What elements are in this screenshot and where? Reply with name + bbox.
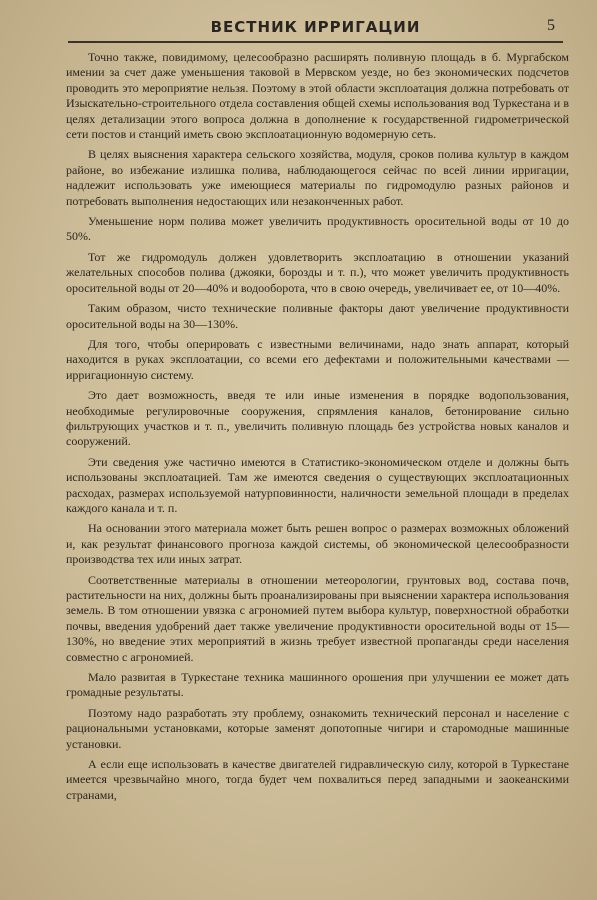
paragraph: Поэтому надо разработать эту проблему, ознакомить технический персонал и население с рациональными установками, которые заменят допотопные чигири и старомодные машинные установки.: [66, 705, 569, 751]
paragraph: На основании этого материала может быть решен вопрос о размерах возможных обложений и, как результат финансового прогноза каждой системы, об экономической целесообразности производства тех или иных затрат.: [66, 521, 569, 567]
paragraph: Соответственные материалы в отношении метеорологии, грунтовых вод, состава почв, растительности на них, должны быть проанализированы при выяснении характера использования земель. В том отношении увязка с агрономией путем выбора культур, поверхностной обработки почвы, введения удобрений дает также увеличение продуктивности оросительной воды от 15—130%, но введение этих мероприятий в жизнь требует известной пропаганды среди населения совместно с агрономией.: [66, 572, 569, 664]
journal-title: ВЕСТНИК ИРРИГАЦИИ: [210, 18, 421, 36]
running-header: [68, 14, 563, 40]
paragraph: Для того, чтобы оперировать с известными величинами, надо знать аппарат, который находится в руках эксплоатации, со всеми его дефектами и положительными качествами — ирригационную систему.: [66, 336, 569, 382]
paragraph: В целях выяснения характера сельского хозяйства, модуля, сроков полива культур в каждом районе, во избежание излишка полива, наблюдающегося сейчас по всей линии ирригации, надлежит использовать уже имеющиеся материалы по гидромодулю разных районов и потребовать выполнения недостающих или незаконченных работ.: [66, 147, 569, 208]
paragraph: Точно также, повидимому, целесообразно расширять поливную площадь в б. Мургабском имении за счет даже уменьшения таковой в Мервском уезде, но без экономических подсчетов проводить это мероприятие нельзя. Поэтому в этой области эксплоатация должна потребовать от Изыскательно-строительного отдела составления общей схемы использования вод Туркестана и в целях детализации этого вопроса должна в дополнение к государственной гидрометрической сети постов и станций иметь свою эксплоатационную водомерную сеть.: [66, 50, 569, 142]
paragraph: А если еще использовать в качестве двигателей гидравлическую силу, которой в Туркестане имеется чрезвычайно много, тогда будет чем похвалиться перед западными и заокеанскими странами,: [66, 757, 569, 802]
header-rule: [68, 41, 563, 43]
paragraph: Тот же гидромодуль должен удовлетворить эксплоатацию в отношении указаний желательных способов полива (джояки, борозды и т. п.), что может увеличить продуктивность оросительной воды от 20—40% и водооборота, что в свою очередь, увеличивает ее, от 10—40%.: [66, 249, 569, 295]
paragraph: Это дает возможность, введя те или иные изменения в порядке водопользования, необходимые регулировочные сооружения, спрямления каналов, бетонирование сильно фильтрующих участков и т. п., увеличить поливную площадь без устройства новых каналов и сооружений.: [66, 388, 569, 449]
article-body: [66, 50, 569, 808]
paragraph: Таким образом, чисто технические поливные факторы дают увеличение продуктивности оросительной воды на 30—130%.: [66, 301, 569, 331]
paragraph: Уменьшение норм полива может увеличить продуктивность оросительной воды от 10 до 50%.: [66, 214, 569, 244]
page-number: 5: [547, 17, 555, 34]
paragraph: Эти сведения уже частично имеются в Статистико-экономическом отделе и должны быть использованы эксплоатацией. Там же имеются сведения о существующих эксплоатационных расходах, размерах используемой натурповинности, наличности земельной площади в пределах каждого канала и т. п.: [66, 454, 569, 515]
paragraph: Мало развитая в Туркестане техника машинного орошения при улучшении ее может дать громадные результаты.: [66, 670, 569, 700]
